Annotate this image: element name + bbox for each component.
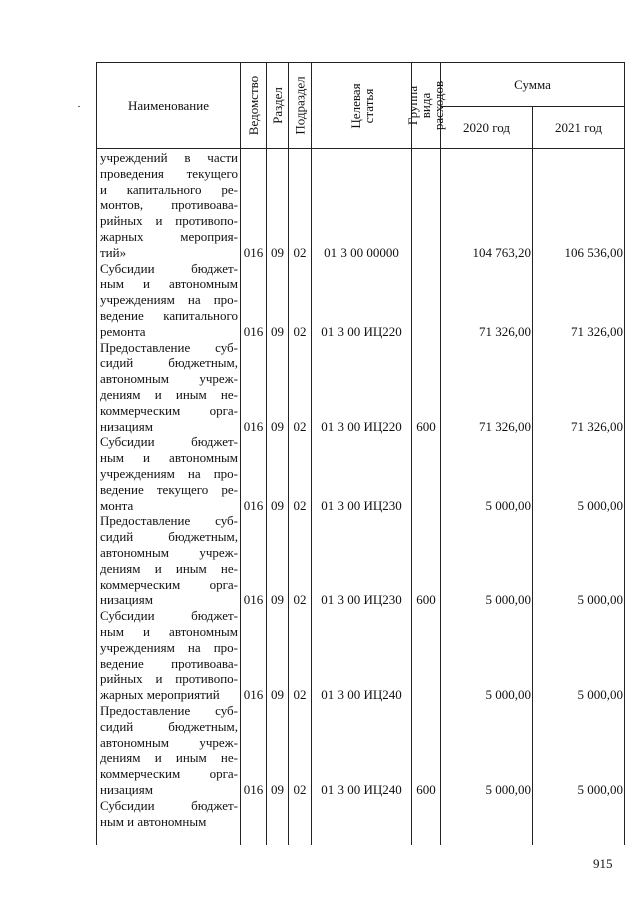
row-name-line: монтов, противоава- bbox=[100, 197, 238, 213]
column-line bbox=[311, 62, 312, 845]
cell-celevaya-statya: 01 3 00 ИЦ240 bbox=[321, 687, 402, 703]
row-name-line: и капитального ре- bbox=[100, 181, 238, 197]
cell-gruppa: 600 bbox=[416, 782, 436, 797]
cell-gruppa: 600 bbox=[416, 592, 436, 608]
cell-celevaya-statya: 01 3 00 ИЦ230 bbox=[321, 592, 402, 608]
row-name-line: рийных и противопо- bbox=[100, 213, 238, 229]
cell-vedomstvo: 016 bbox=[243, 782, 264, 797]
cell-celevaya-statya: 01 3 00 ИЦ220 bbox=[321, 418, 402, 434]
cell-vedomstvo: 016 bbox=[243, 592, 264, 608]
cell-podrazdel: 02 bbox=[293, 244, 307, 260]
row-name-line: тий» bbox=[100, 244, 127, 260]
cell-razdel: 09 bbox=[271, 244, 284, 260]
cell-podrazdel: 02 bbox=[293, 497, 307, 513]
cell-sum-2020: 5 000,00 bbox=[485, 497, 531, 513]
row-name-line: учреждениям на про- bbox=[100, 466, 238, 481]
cell-podrazdel: 02 bbox=[293, 687, 307, 703]
cell-razdel: 09 bbox=[271, 687, 284, 703]
header-summa: Сумма bbox=[514, 76, 551, 92]
row-name-line: автономным учреж- bbox=[100, 545, 238, 560]
header-year-2021: 2021 год bbox=[555, 119, 602, 135]
cell-razdel: 09 bbox=[271, 592, 284, 608]
cell-podrazdel: 02 bbox=[293, 323, 307, 339]
row-name-line: учреждениям на про- bbox=[100, 639, 238, 655]
row-name-line: ным и автономным bbox=[100, 813, 207, 829]
row-name-line: автономным учреж- bbox=[100, 734, 238, 750]
column-line bbox=[532, 106, 533, 845]
column-line bbox=[440, 62, 441, 845]
cell-celevaya-statya: 01 3 00 ИЦ230 bbox=[321, 497, 402, 513]
header-gruppa-vida-rashodov: Группа вида расходов bbox=[405, 80, 447, 131]
row-name-line: ным и автономным bbox=[100, 450, 238, 466]
row-name-line: учреждений в части bbox=[100, 150, 238, 165]
row-name-line: учреждениям на про- bbox=[100, 292, 238, 308]
column-line bbox=[266, 62, 267, 845]
header-podrazdel: Подраздел bbox=[292, 76, 308, 135]
cell-sum-2020: 5 000,00 bbox=[485, 782, 531, 797]
cell-sum-2020: 104 763,20 bbox=[472, 244, 531, 260]
row-name-line: ведение противоава- bbox=[100, 655, 238, 671]
cell-razdel: 09 bbox=[271, 323, 284, 339]
cell-celevaya-statya: 01 3 00 ИЦ240 bbox=[321, 782, 402, 797]
header-bottom-border bbox=[96, 148, 624, 149]
cell-celevaya-statya: 01 3 00 00000 bbox=[324, 244, 399, 260]
row-name-line: Субсидии бюджет- bbox=[100, 260, 238, 276]
row-name-line: жарных мероприя- bbox=[100, 229, 238, 244]
row-name-line: низациям bbox=[100, 782, 153, 797]
cell-vedomstvo: 016 bbox=[243, 244, 264, 260]
row-name-line: коммерческим орга- bbox=[100, 576, 238, 592]
cell-sum-2021: 5 000,00 bbox=[577, 497, 623, 513]
cell-sum-2021: 106 536,00 bbox=[564, 244, 623, 260]
cell-sum-2020: 5 000,00 bbox=[485, 687, 531, 703]
row-name-line: ремонта bbox=[100, 323, 146, 339]
column-line bbox=[624, 62, 625, 845]
row-name-line: рийных и противопо- bbox=[100, 671, 238, 687]
row-name-line: низациям bbox=[100, 418, 153, 434]
cell-celevaya-statya: 01 3 00 ИЦ220 bbox=[321, 323, 402, 339]
cell-vedomstvo: 016 bbox=[243, 687, 264, 703]
cell-sum-2021: 5 000,00 bbox=[577, 782, 623, 797]
row-name-line: Субсидии бюджет- bbox=[100, 434, 238, 450]
row-name-line: Предоставление суб- bbox=[100, 513, 238, 529]
cell-sum-2021: 5 000,00 bbox=[577, 687, 623, 703]
column-line bbox=[288, 62, 289, 845]
row-name-line: дениям и иным не- bbox=[100, 387, 238, 402]
cell-sum-2020: 71 326,00 bbox=[479, 418, 531, 434]
row-name-line: Предоставление суб- bbox=[100, 703, 238, 718]
row-name-line: ным и автономным bbox=[100, 276, 238, 292]
cell-sum-2020: 71 326,00 bbox=[479, 323, 531, 339]
cell-podrazdel: 02 bbox=[293, 418, 307, 434]
cell-sum-2020: 5 000,00 bbox=[485, 592, 531, 608]
header-razdel: Раздел bbox=[270, 87, 285, 124]
cell-gruppa: 600 bbox=[416, 418, 436, 434]
row-name-line: ведение капитального bbox=[100, 308, 238, 323]
cell-razdel: 09 bbox=[271, 497, 284, 513]
row-name-line: Субсидии бюджет- bbox=[100, 608, 238, 624]
column-line bbox=[96, 62, 97, 845]
page-number: 915 bbox=[593, 856, 613, 871]
row-name-line: автономным учреж- bbox=[100, 371, 238, 387]
row-name-line: жарных мероприятий bbox=[100, 687, 220, 703]
cell-vedomstvo: 016 bbox=[243, 497, 264, 513]
cell-razdel: 09 bbox=[271, 782, 284, 797]
row-name-line: монта bbox=[100, 497, 134, 513]
header-celevaya-statya: Целевая статья bbox=[347, 82, 376, 129]
header-name: Наименование bbox=[128, 97, 209, 113]
cell-sum-2021: 71 326,00 bbox=[571, 418, 623, 434]
cell-podrazdel: 02 bbox=[293, 592, 307, 608]
margin-mark bbox=[78, 106, 80, 107]
cell-sum-2021: 5 000,00 bbox=[577, 592, 623, 608]
cell-vedomstvo: 016 bbox=[243, 323, 264, 339]
row-name-line: Субсидии бюджет- bbox=[100, 797, 238, 813]
row-name-line: сидий бюджетным, bbox=[100, 529, 238, 545]
cell-sum-2021: 71 326,00 bbox=[571, 323, 623, 339]
row-name-line: проведения текущего bbox=[100, 165, 238, 181]
row-name-line: сидий бюджетным, bbox=[100, 718, 238, 734]
header-vedomstvo: Ведомство bbox=[246, 75, 261, 136]
row-name-line: Предоставление суб- bbox=[100, 339, 238, 355]
row-name-line: ведение текущего ре- bbox=[100, 481, 238, 497]
cell-vedomstvo: 016 bbox=[243, 418, 264, 434]
row-name-line: дениям и иным не- bbox=[100, 750, 238, 766]
cell-razdel: 09 bbox=[271, 418, 284, 434]
row-name-line: дениям и иным не- bbox=[100, 560, 238, 576]
row-name-line: ным и автономным bbox=[100, 624, 238, 639]
column-line bbox=[240, 62, 241, 845]
row-name-line: коммерческим орга- bbox=[100, 766, 238, 782]
header-year-2020: 2020 год bbox=[463, 119, 510, 135]
column-line bbox=[411, 62, 412, 845]
row-name-line: сидий бюджетным, bbox=[100, 355, 238, 371]
cell-podrazdel: 02 bbox=[293, 782, 307, 797]
row-name-line: коммерческим орга- bbox=[100, 402, 238, 418]
row-name-line: низациям bbox=[100, 592, 153, 608]
